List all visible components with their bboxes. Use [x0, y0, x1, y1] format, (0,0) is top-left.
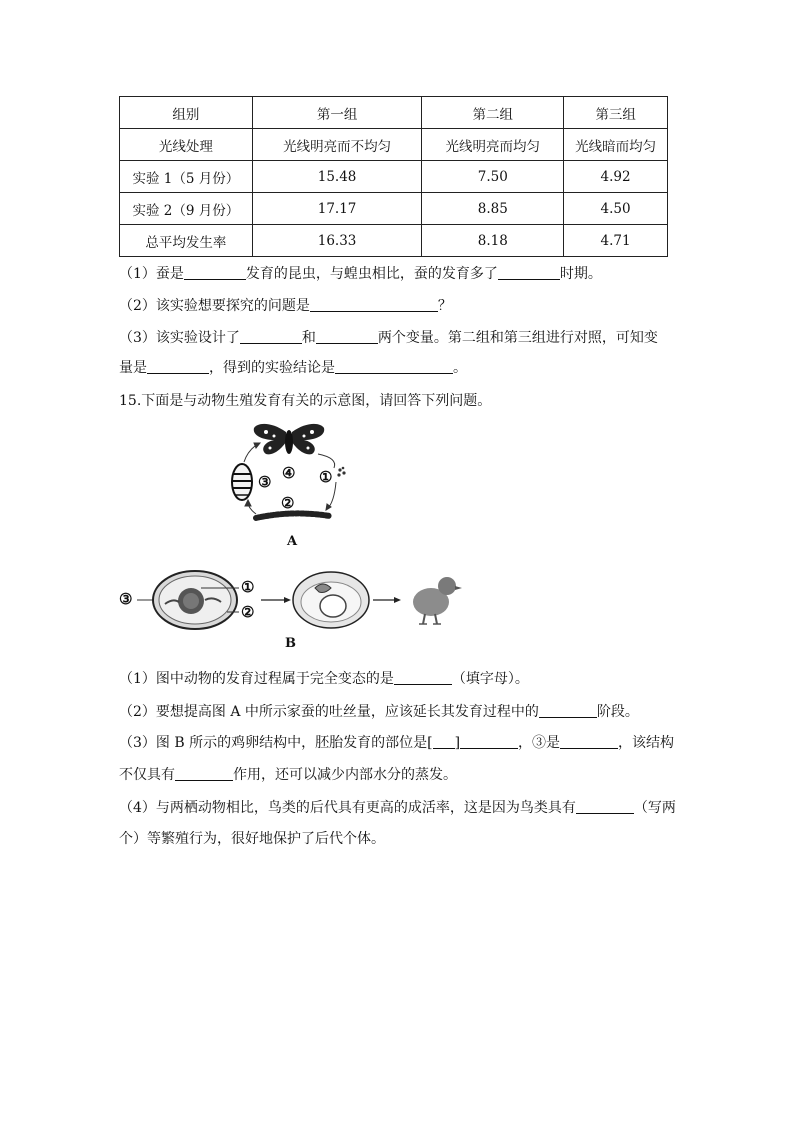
- larva-icon: [256, 513, 330, 518]
- table-cell: 实验 1（5 月份）: [120, 161, 253, 193]
- q14-part3-text: （3）该实验设计了: [119, 330, 240, 346]
- answer-blank[interactable]: [310, 297, 438, 312]
- table-cell: 光线明亮而不均匀: [252, 129, 422, 161]
- answer-blank[interactable]: [147, 359, 209, 374]
- egg-structure-icon: [153, 571, 237, 629]
- part-label: ①: [241, 578, 255, 596]
- table-row: [120, 129, 668, 161]
- answer-blank[interactable]: [394, 670, 452, 685]
- answer-blank[interactable]: [576, 799, 634, 814]
- figure-a-label: A: [287, 534, 298, 549]
- q15-part3-text: 不仅具有: [119, 767, 175, 783]
- q15-part3-text: 作用，还可以减少内部水分的蒸发。: [233, 767, 457, 783]
- table-cell: 实验 2（9 月份）: [120, 193, 253, 225]
- part-label: ②: [241, 603, 255, 621]
- pupa-icon: [232, 464, 252, 500]
- q14-part2: [119, 295, 452, 315]
- q14-part1: [119, 263, 602, 283]
- answer-blank[interactable]: [433, 736, 455, 749]
- q14-part1-text: （1）蚕是: [119, 266, 184, 282]
- eggs-icon: [337, 467, 345, 477]
- table-header-cell: 第三组: [564, 97, 668, 129]
- q14-part3: [119, 327, 658, 347]
- answer-blank[interactable]: [460, 734, 518, 749]
- q15-part4-text: （写两: [633, 800, 676, 816]
- q15-part4-cont: 个）等繁殖行为，很好地保护了后代个体。: [119, 831, 385, 847]
- q15-part2-text: 阶段。: [596, 704, 639, 720]
- table-cell: 8.18: [422, 225, 564, 257]
- table-cell: 17.17: [252, 193, 422, 225]
- egg-development-diagram: [119, 566, 479, 632]
- table-header-cell: 组别: [120, 97, 253, 129]
- figure-b-egg-development: [119, 566, 479, 656]
- answer-blank[interactable]: [560, 734, 618, 749]
- q15-part1: [119, 668, 529, 688]
- q15-part3: [119, 732, 674, 752]
- q14-part3-cont: [119, 357, 467, 377]
- figure-a-silkworm-cycle: [222, 418, 362, 553]
- q14-part1-text: 发育的昆虫，与蝗虫相比，蚕的发育多了: [245, 266, 498, 282]
- q15-part3-text: ，③是: [518, 735, 561, 751]
- experiment-table: [119, 96, 668, 257]
- q15-part4: [119, 797, 676, 817]
- q15-part2: [119, 701, 639, 721]
- table-cell: 16.33: [252, 225, 422, 257]
- table-cell: 光线明亮而均匀: [422, 129, 564, 161]
- q15-part1-text: （1）图中动物的发育过程属于完全变态的是: [119, 671, 394, 687]
- chick-icon: [413, 577, 462, 624]
- q15-part3-text: ，该结构: [618, 735, 675, 751]
- q14-part3-text: 和: [301, 330, 316, 346]
- answer-blank[interactable]: [498, 265, 560, 280]
- answer-blank[interactable]: [184, 265, 246, 280]
- table-row: [120, 225, 668, 257]
- developing-egg-icon: [293, 572, 369, 628]
- answer-blank[interactable]: [175, 766, 233, 781]
- table-cell: 4.92: [564, 161, 668, 193]
- stage-label: ③: [258, 473, 272, 491]
- q15-part1-text: （填字母）。: [451, 671, 529, 687]
- q15-part3-cont: [119, 764, 457, 784]
- q14-part3-text: 量是: [119, 360, 147, 376]
- table-cell: 4.71: [564, 225, 668, 257]
- q14-part2-text: ？: [437, 298, 452, 314]
- table-row: [120, 161, 668, 193]
- q15-part4-text: （4）与两栖动物相比，鸟类的后代具有更高的成活率，这是因为鸟类具有: [119, 800, 576, 816]
- q14-part1-text: 时期。: [559, 266, 602, 282]
- table-cell: 7.50: [422, 161, 564, 193]
- q14-part3-text: ，得到的实验结论是: [209, 360, 335, 376]
- answer-blank[interactable]: [240, 329, 302, 344]
- table-cell: 8.85: [422, 193, 564, 225]
- table-cell: 光线处理: [120, 129, 253, 161]
- table-cell: 15.48: [252, 161, 422, 193]
- answer-blank[interactable]: [539, 703, 597, 718]
- q14-part2-text: （2）该实验想要探究的问题是: [119, 298, 310, 314]
- figure-b-label: B: [285, 636, 296, 651]
- q15-part3-text: （3）图 B 所示的鸡卵结构中，胚胎发育的部位是[: [119, 735, 433, 751]
- part-label: ③: [119, 590, 133, 608]
- table-row: [120, 193, 668, 225]
- q14-part3-text: 。: [453, 360, 467, 376]
- table-header-cell: 第二组: [422, 97, 564, 129]
- q15-part3-text: ]: [454, 735, 461, 751]
- q15-title: 15.下面是与动物生殖发育有关的示意图，请回答下列问题。: [119, 393, 492, 409]
- answer-blank[interactable]: [335, 359, 453, 374]
- table-cell: 4.50: [564, 193, 668, 225]
- answer-blank[interactable]: [316, 329, 378, 344]
- q14-part3-text: 两个变量。第二组和第三组进行对照，可知变: [377, 330, 658, 346]
- q15-part2-text: （2）要想提高图 A 中所示家蚕的吐丝量，应该延长其发育过程中的: [119, 704, 539, 720]
- stage-label: ①: [319, 468, 333, 486]
- stage-label: ②: [281, 494, 295, 512]
- stage-label: ④: [282, 464, 296, 482]
- table-cell: 总平均发生率: [120, 225, 253, 257]
- table-header-cell: 第一组: [252, 97, 422, 129]
- moth-icon: [254, 424, 324, 454]
- table-header-row: [120, 97, 668, 129]
- table-cell: 光线暗而均匀: [564, 129, 668, 161]
